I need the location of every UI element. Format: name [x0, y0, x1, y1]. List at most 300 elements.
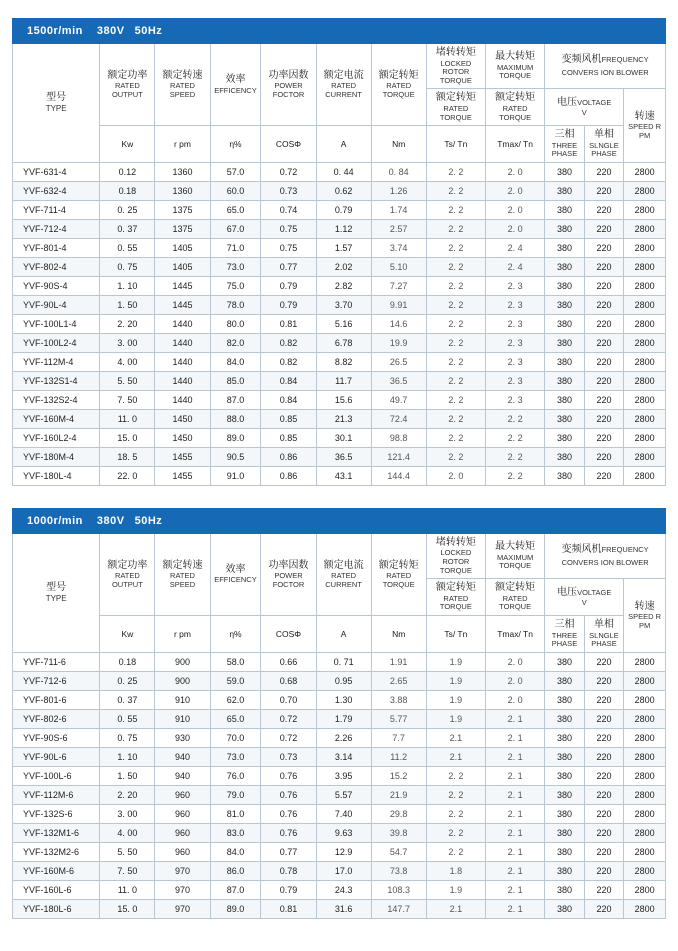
- cell-c7: 108.3: [371, 880, 426, 899]
- cell-c6: 1.57: [316, 238, 371, 257]
- cell-c3: 900: [155, 671, 210, 690]
- cell-c9: 2. 3: [485, 276, 544, 295]
- cell-model: YVF-90L-4: [13, 295, 100, 314]
- cell-c9: 2. 0: [485, 200, 544, 219]
- cell-model: YVF-100L-6: [13, 766, 100, 785]
- cell-c12: 2800: [624, 181, 666, 200]
- cell-c9: 2. 3: [485, 314, 544, 333]
- cell-c8: 2. 2: [426, 162, 485, 181]
- header-col-2: 额定转速 RATED SPEED: [155, 44, 210, 126]
- cell-c2: 4. 00: [100, 823, 155, 842]
- cell-c2: 5. 50: [100, 842, 155, 861]
- cell-c5: 0.72: [261, 162, 316, 181]
- title-frequency: 50Hz: [134, 514, 163, 527]
- cell-c7: 54.7: [371, 842, 426, 861]
- cell-c9: 2. 3: [485, 352, 544, 371]
- cell-c9: 2. 2: [485, 466, 544, 485]
- cell-c8: 1.9: [426, 709, 485, 728]
- cell-model: YVF-112M-6: [13, 785, 100, 804]
- cell-c7: 2.57: [371, 219, 426, 238]
- cell-c2: 11. 0: [100, 409, 155, 428]
- cell-c2: 0. 37: [100, 219, 155, 238]
- cell-c8: 2. 2: [426, 219, 485, 238]
- cell-c7: 49.7: [371, 390, 426, 409]
- header-col-7: 堵转转矩 LOCKED ROTOR TORQUE: [426, 533, 485, 578]
- cell-c4: 73.0: [210, 257, 261, 276]
- header-col-1: 额定功率 RATED OUTPUT: [100, 533, 155, 615]
- cell-c9: 2. 3: [485, 333, 544, 352]
- cell-c6: 17.0: [316, 861, 371, 880]
- cell-c9: 2. 1: [485, 880, 544, 899]
- table-row: [13, 428, 666, 447]
- title-voltage: 380V: [96, 514, 125, 527]
- cell-c5: 0.76: [261, 785, 316, 804]
- table-row: [13, 728, 666, 747]
- cell-model: YVF-180L-4: [13, 466, 100, 485]
- cell-c2: 0. 37: [100, 690, 155, 709]
- cell-c12: 2800: [624, 200, 666, 219]
- title-rpm: 1000r/min: [27, 514, 83, 527]
- header-col-7-sub: 额定转矩 RATED TORQUE: [426, 579, 485, 616]
- header-col-8-sub: 额定转矩 RATED TORQUE: [485, 579, 544, 616]
- cell-c8: 2. 2: [426, 766, 485, 785]
- cell-c7: 39.8: [371, 823, 426, 842]
- cell-c2: 1. 50: [100, 766, 155, 785]
- cell-c10: 380: [545, 823, 585, 842]
- cell-c10: 380: [545, 276, 585, 295]
- header-col-6: 额定转矩 RATED TORQUE: [371, 533, 426, 615]
- cell-c3: 930: [155, 728, 210, 747]
- table-row: [13, 295, 666, 314]
- cell-c10: 380: [545, 257, 585, 276]
- cell-c12: 2800: [624, 690, 666, 709]
- cell-c10: 380: [545, 447, 585, 466]
- cell-c8: 2. 2: [426, 371, 485, 390]
- cell-c5: 0.84: [261, 390, 316, 409]
- cell-model: YVF-160M-6: [13, 861, 100, 880]
- cell-c9: 2. 1: [485, 861, 544, 880]
- cell-c2: 5. 50: [100, 371, 155, 390]
- cell-c8: 1.8: [426, 861, 485, 880]
- cell-c7: 1.91: [371, 652, 426, 671]
- cell-c8: 2. 2: [426, 447, 485, 466]
- header-col-3: 效率 EFFICENCY: [210, 44, 261, 126]
- cell-model: YVF-90L-6: [13, 747, 100, 766]
- header-unit-3: η%: [210, 616, 261, 653]
- cell-c10: 380: [545, 747, 585, 766]
- cell-c5: 0.84: [261, 371, 316, 390]
- cell-c2: 1. 50: [100, 295, 155, 314]
- cell-c9: 2. 1: [485, 728, 544, 747]
- title-frequency: 50Hz: [134, 25, 163, 37]
- cell-c10: 380: [545, 766, 585, 785]
- cell-c6: 1.12: [316, 219, 371, 238]
- cell-c10: 380: [545, 671, 585, 690]
- header-col-4: 功率因数 POWER FOCTOR: [261, 533, 316, 615]
- cell-c2: 1. 10: [100, 276, 155, 295]
- cell-c10: 380: [545, 333, 585, 352]
- cell-c2: 1. 10: [100, 747, 155, 766]
- header-unit-5: A: [316, 616, 371, 653]
- header-three-phase: 三相 THREE PHASE: [545, 126, 585, 163]
- cell-c8: 2. 2: [426, 314, 485, 333]
- table-row: [13, 804, 666, 823]
- cell-c12: 2800: [624, 314, 666, 333]
- cell-model: YVF-801-6: [13, 690, 100, 709]
- cell-c6: 8.82: [316, 352, 371, 371]
- header-col-6: 额定转矩 RATED TORQUE: [371, 44, 426, 126]
- cell-c12: 2800: [624, 747, 666, 766]
- cell-model: YVF-160M-4: [13, 409, 100, 428]
- cell-c11: 220: [584, 671, 624, 690]
- cell-c3: 970: [155, 861, 210, 880]
- cell-c9: 2. 1: [485, 785, 544, 804]
- motor-spec-table: [12, 508, 666, 919]
- cell-model: YVF-132M2-6: [13, 842, 100, 861]
- cell-c10: 380: [545, 842, 585, 861]
- header-unit-6: Nm: [371, 126, 426, 163]
- cell-c8: 2. 2: [426, 785, 485, 804]
- cell-c6: 0.95: [316, 671, 371, 690]
- cell-c4: 83.0: [210, 823, 261, 842]
- cell-c2: 0.18: [100, 181, 155, 200]
- cell-c2: 0. 25: [100, 200, 155, 219]
- cell-c3: 1445: [155, 295, 210, 314]
- header-col-8: 最大转矩 MAXIMUM TORQUE: [485, 533, 544, 578]
- cell-c11: 220: [584, 728, 624, 747]
- cell-c4: 60.0: [210, 181, 261, 200]
- cell-c2: 0. 75: [100, 728, 155, 747]
- cell-c8: 2. 2: [426, 295, 485, 314]
- cell-c5: 0.72: [261, 709, 316, 728]
- table-title-bar: [13, 19, 666, 44]
- cell-c6: 2.02: [316, 257, 371, 276]
- cell-c2: 0. 25: [100, 671, 155, 690]
- cell-c5: 0.79: [261, 880, 316, 899]
- cell-c7: 73.8: [371, 861, 426, 880]
- header-unit-2: r pm: [155, 126, 210, 163]
- cell-c3: 1440: [155, 333, 210, 352]
- cell-c6: 21.3: [316, 409, 371, 428]
- table-row: [13, 766, 666, 785]
- cell-c5: 0.82: [261, 352, 316, 371]
- table-row: [13, 257, 666, 276]
- cell-c12: 2800: [624, 466, 666, 485]
- cell-c9: 2. 0: [485, 162, 544, 181]
- table-row: [13, 880, 666, 899]
- cell-c5: 0.77: [261, 842, 316, 861]
- cell-c11: 220: [584, 861, 624, 880]
- cell-c6: 24.3: [316, 880, 371, 899]
- cell-c9: 2. 1: [485, 823, 544, 842]
- cell-c7: 144.4: [371, 466, 426, 485]
- cell-c12: 2800: [624, 371, 666, 390]
- header-unit-4: COSΦ: [261, 616, 316, 653]
- cell-c3: 970: [155, 880, 210, 899]
- cell-c3: 1375: [155, 200, 210, 219]
- cell-c5: 0.73: [261, 181, 316, 200]
- cell-c11: 220: [584, 181, 624, 200]
- cell-c11: 220: [584, 804, 624, 823]
- cell-c10: 380: [545, 804, 585, 823]
- table-row: [13, 390, 666, 409]
- cell-c3: 910: [155, 690, 210, 709]
- cell-c6: 6.78: [316, 333, 371, 352]
- table-row: [13, 276, 666, 295]
- cell-c8: 1.9: [426, 652, 485, 671]
- table-row: [13, 333, 666, 352]
- cell-c12: 2800: [624, 352, 666, 371]
- cell-c11: 220: [584, 162, 624, 181]
- header-blower: 变频风机FREQUENCY CONVERS ION BLOWER: [545, 44, 666, 89]
- cell-c4: 82.0: [210, 333, 261, 352]
- cell-c8: 2. 2: [426, 804, 485, 823]
- cell-c4: 75.0: [210, 276, 261, 295]
- cell-c12: 2800: [624, 295, 666, 314]
- cell-c2: 0.12: [100, 162, 155, 181]
- cell-c8: 2. 2: [426, 257, 485, 276]
- cell-c6: 2.26: [316, 728, 371, 747]
- header-row-main: [13, 533, 666, 578]
- cell-c12: 2800: [624, 162, 666, 181]
- cell-c4: 84.0: [210, 842, 261, 861]
- cell-c5: 0.68: [261, 671, 316, 690]
- cell-c7: 147.7: [371, 899, 426, 918]
- header-unit-8: Tmax/ Tn: [485, 616, 544, 653]
- cell-c3: 910: [155, 709, 210, 728]
- cell-c7: 21.9: [371, 785, 426, 804]
- table-row: [13, 747, 666, 766]
- cell-c6: 3.14: [316, 747, 371, 766]
- cell-c3: 1360: [155, 181, 210, 200]
- cell-c5: 0.74: [261, 200, 316, 219]
- cell-c11: 220: [584, 690, 624, 709]
- cell-c5: 0.79: [261, 295, 316, 314]
- table-row: [13, 447, 666, 466]
- cell-model: YVF-100L2-4: [13, 333, 100, 352]
- cell-c4: 87.0: [210, 390, 261, 409]
- cell-c6: 3.70: [316, 295, 371, 314]
- cell-c2: 0.18: [100, 652, 155, 671]
- cell-c4: 79.0: [210, 785, 261, 804]
- cell-c5: 0.76: [261, 766, 316, 785]
- cell-c4: 57.0: [210, 162, 261, 181]
- cell-c7: 26.5: [371, 352, 426, 371]
- cell-c2: 22. 0: [100, 466, 155, 485]
- cell-c2: 7. 50: [100, 390, 155, 409]
- header-model: 型号 TYPE: [13, 44, 100, 163]
- cell-c3: 940: [155, 747, 210, 766]
- cell-c10: 380: [545, 409, 585, 428]
- header-col-3: 效率 EFFICENCY: [210, 533, 261, 615]
- cell-c12: 2800: [624, 880, 666, 899]
- cell-c5: 0.81: [261, 314, 316, 333]
- table-row: [13, 200, 666, 219]
- header-unit-5: A: [316, 126, 371, 163]
- header-unit-1: Kw: [100, 126, 155, 163]
- cell-c11: 220: [584, 314, 624, 333]
- cell-c12: 2800: [624, 728, 666, 747]
- cell-c10: 380: [545, 390, 585, 409]
- header-unit-7: Ts/ Tn: [426, 616, 485, 653]
- cell-c11: 220: [584, 842, 624, 861]
- cell-c4: 67.0: [210, 219, 261, 238]
- cell-c8: 2.1: [426, 899, 485, 918]
- cell-c4: 86.0: [210, 861, 261, 880]
- cell-c11: 220: [584, 823, 624, 842]
- cell-c4: 87.0: [210, 880, 261, 899]
- cell-model: YVF-711-6: [13, 652, 100, 671]
- cell-c12: 2800: [624, 257, 666, 276]
- cell-c4: 80.0: [210, 314, 261, 333]
- cell-model: YVF-712-4: [13, 219, 100, 238]
- cell-c11: 220: [584, 709, 624, 728]
- cell-c3: 1405: [155, 257, 210, 276]
- table-row: [13, 409, 666, 428]
- cell-c3: 960: [155, 823, 210, 842]
- cell-c9: 2. 1: [485, 804, 544, 823]
- cell-c5: 0.85: [261, 428, 316, 447]
- cell-c3: 1455: [155, 466, 210, 485]
- cell-c2: 0. 55: [100, 238, 155, 257]
- cell-c11: 220: [584, 447, 624, 466]
- cell-c10: 380: [545, 352, 585, 371]
- cell-c9: 2. 1: [485, 709, 544, 728]
- cell-model: YVF-132S-6: [13, 804, 100, 823]
- cell-c9: 2. 1: [485, 747, 544, 766]
- table-row: [13, 671, 666, 690]
- cell-c8: 2. 2: [426, 409, 485, 428]
- cell-c10: 380: [545, 200, 585, 219]
- cell-c7: 72.4: [371, 409, 426, 428]
- cell-c6: 0. 71: [316, 652, 371, 671]
- cell-c7: 1.74: [371, 200, 426, 219]
- header-col-5: 额定电流 RATED CURRENT: [316, 533, 371, 615]
- cell-c7: 3.88: [371, 690, 426, 709]
- cell-c10: 380: [545, 466, 585, 485]
- cell-c2: 18. 5: [100, 447, 155, 466]
- cell-c11: 220: [584, 785, 624, 804]
- cell-c11: 220: [584, 219, 624, 238]
- cell-c11: 220: [584, 352, 624, 371]
- cell-c11: 220: [584, 652, 624, 671]
- cell-c5: 0.70: [261, 690, 316, 709]
- header-unit-7: Ts/ Tn: [426, 126, 485, 163]
- cell-c8: 1.9: [426, 880, 485, 899]
- cell-c5: 0.86: [261, 466, 316, 485]
- cell-c5: 0.76: [261, 804, 316, 823]
- cell-c9: 2. 2: [485, 428, 544, 447]
- header-col-7-sub: 额定转矩 RATED TORQUE: [426, 89, 485, 126]
- cell-c5: 0.66: [261, 652, 316, 671]
- spec-sheet: [12, 18, 666, 919]
- cell-c4: 84.0: [210, 352, 261, 371]
- cell-c5: 0.76: [261, 823, 316, 842]
- table-title-bar: [13, 508, 666, 533]
- table-row: [13, 899, 666, 918]
- cell-c11: 220: [584, 466, 624, 485]
- cell-c4: 65.0: [210, 200, 261, 219]
- cell-c5: 0.75: [261, 238, 316, 257]
- cell-c12: 2800: [624, 861, 666, 880]
- cell-c6: 0.79: [316, 200, 371, 219]
- table-row: [13, 466, 666, 485]
- cell-c8: 2. 2: [426, 352, 485, 371]
- cell-model: YVF-100L1-4: [13, 314, 100, 333]
- cell-c8: 2. 2: [426, 428, 485, 447]
- cell-c4: 90.5: [210, 447, 261, 466]
- header-three-phase: 三相 THREE PHASE: [545, 616, 585, 653]
- header-voltage: 电压VOLTAGE V: [545, 89, 624, 126]
- cell-c10: 380: [545, 371, 585, 390]
- cell-c3: 960: [155, 804, 210, 823]
- cell-c3: 1455: [155, 447, 210, 466]
- cell-c12: 2800: [624, 447, 666, 466]
- cell-model: YVF-631-4: [13, 162, 100, 181]
- header-unit-4: COSΦ: [261, 126, 316, 163]
- cell-c10: 380: [545, 690, 585, 709]
- cell-c8: 2. 2: [426, 238, 485, 257]
- cell-c3: 1440: [155, 371, 210, 390]
- table-title: [13, 19, 666, 44]
- cell-c8: 1.9: [426, 671, 485, 690]
- cell-c8: 2. 2: [426, 823, 485, 842]
- cell-c4: 62.0: [210, 690, 261, 709]
- cell-c11: 220: [584, 409, 624, 428]
- cell-c3: 1440: [155, 390, 210, 409]
- cell-c9: 2. 0: [485, 181, 544, 200]
- table-row: [13, 861, 666, 880]
- cell-model: YVF-112M-4: [13, 352, 100, 371]
- cell-c12: 2800: [624, 823, 666, 842]
- table-row: [13, 690, 666, 709]
- cell-c12: 2800: [624, 709, 666, 728]
- cell-c6: 1.30: [316, 690, 371, 709]
- cell-c8: 2.1: [426, 728, 485, 747]
- cell-model: YVF-801-4: [13, 238, 100, 257]
- cell-c9: 2. 0: [485, 652, 544, 671]
- cell-c12: 2800: [624, 671, 666, 690]
- cell-c10: 380: [545, 785, 585, 804]
- table-row: [13, 785, 666, 804]
- table-row: [13, 371, 666, 390]
- cell-c9: 2. 4: [485, 257, 544, 276]
- header-unit-2: r pm: [155, 616, 210, 653]
- cell-c11: 220: [584, 390, 624, 409]
- cell-model: YVF-90S-4: [13, 276, 100, 295]
- cell-c8: 2. 2: [426, 200, 485, 219]
- cell-c12: 2800: [624, 333, 666, 352]
- header-col-5: 额定电流 RATED CURRENT: [316, 44, 371, 126]
- cell-model: YVF-632-4: [13, 181, 100, 200]
- header-col-8: 最大转矩 MAXIMUM TORQUE: [485, 44, 544, 89]
- cell-c8: 2. 0: [426, 466, 485, 485]
- cell-c8: 2. 2: [426, 276, 485, 295]
- cell-c3: 1440: [155, 352, 210, 371]
- cell-c6: 1.79: [316, 709, 371, 728]
- cell-c12: 2800: [624, 842, 666, 861]
- table-title: [13, 508, 666, 533]
- cell-c2: 3. 00: [100, 333, 155, 352]
- cell-c3: 960: [155, 842, 210, 861]
- cell-c6: 5.57: [316, 785, 371, 804]
- cell-c10: 380: [545, 861, 585, 880]
- cell-c6: 0.62: [316, 181, 371, 200]
- cell-model: YVF-802-6: [13, 709, 100, 728]
- cell-c10: 380: [545, 238, 585, 257]
- cell-c10: 380: [545, 728, 585, 747]
- header-row-units: [13, 126, 666, 163]
